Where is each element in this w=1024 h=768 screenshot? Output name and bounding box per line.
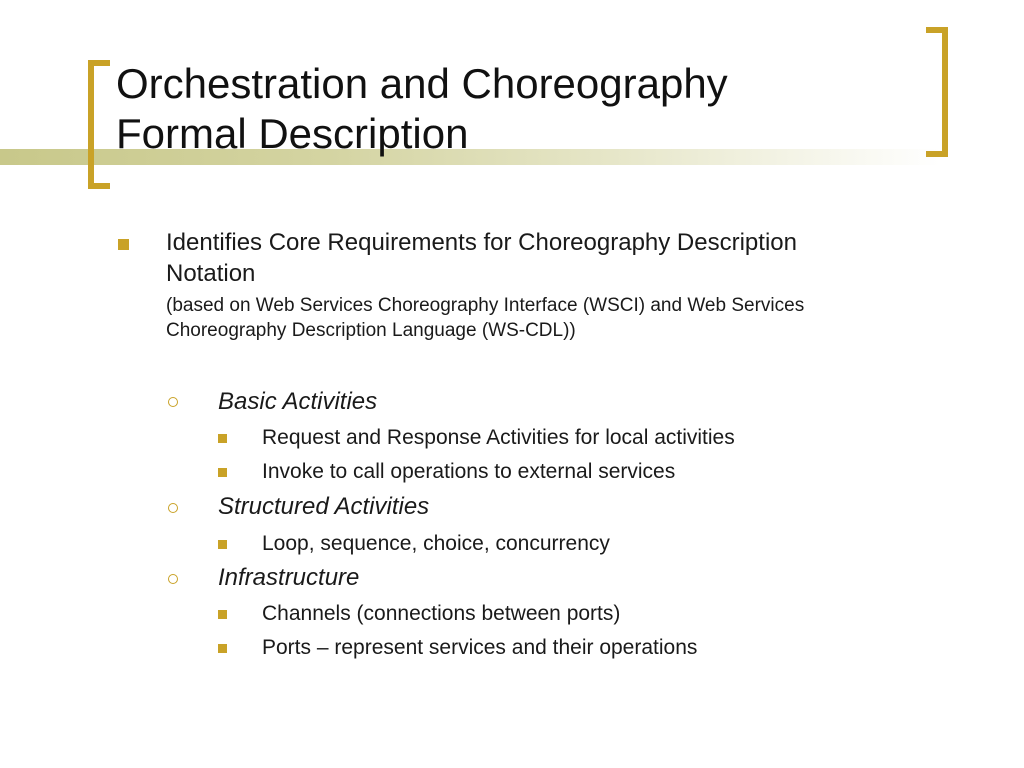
group-heading-basic-activities: Basic Activities [218, 388, 378, 415]
square-bullet-icon [218, 644, 227, 653]
group-heading-structured-activities: Structured Activities [218, 493, 430, 520]
square-bullet-icon [118, 239, 129, 250]
main-bullet-line-1: Identifies Core Requirements for Choreography Description [166, 229, 797, 256]
main-bullet-note-line-1: (based on Web Services Choreography Interface (WSCI) and Web Services [166, 295, 805, 316]
ring-bullet-icon [168, 574, 178, 584]
main-bullet-line-2: Notation [166, 260, 256, 287]
list-item: Loop, sequence, choice, concurrency [262, 532, 610, 555]
square-bullet-icon [218, 610, 227, 619]
list-item: Channels (connections between ports) [262, 602, 621, 625]
ring-bullet-icon [168, 397, 178, 407]
group-heading-infrastructure: Infrastructure [218, 564, 360, 591]
list-item: Request and Response Activities for local activities [262, 426, 735, 449]
list-item: Ports – represent services and their operations [262, 636, 698, 659]
ring-bullet-icon [168, 503, 178, 513]
square-bullet-icon [218, 434, 227, 443]
square-bullet-icon [218, 540, 227, 549]
list-item: Invoke to call operations to external services [262, 460, 676, 483]
title-line-2: Formal Description [116, 110, 469, 157]
main-bullet-note-line-2: Choreography Description Language (WS-CDL)) [166, 320, 576, 341]
square-bullet-icon [218, 468, 227, 477]
title-line-1: Orchestration and Choreography [116, 60, 728, 107]
